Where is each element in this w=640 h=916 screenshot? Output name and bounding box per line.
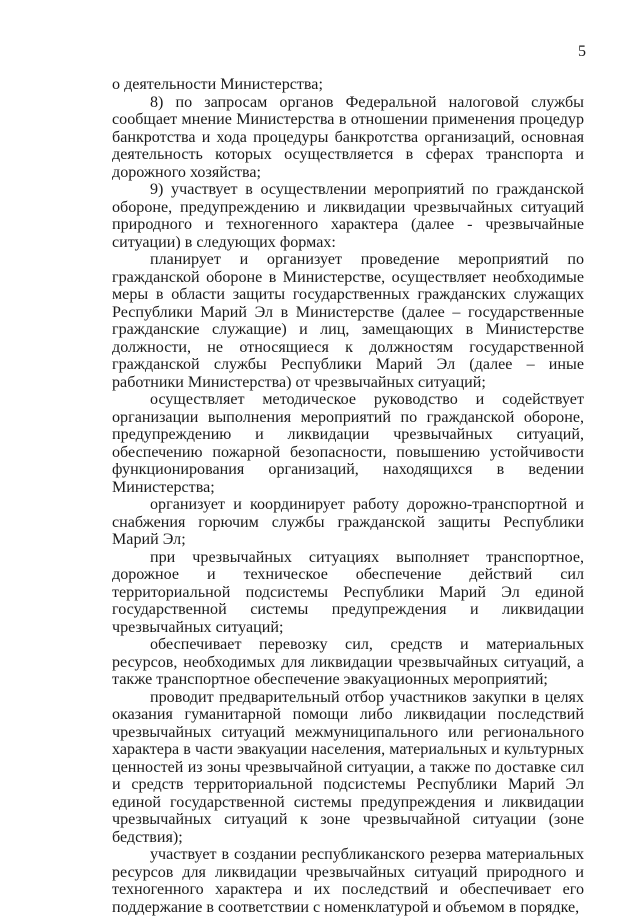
- paragraph-item-8: 8) по запросам органов Федеральной налоговой службы сообщает мнение Министерства в отношении применения процедур банкротства и хода процедуры банкротства организаций, основная деятельность которых осуществляется в сферах транспорта и дорожного хозяйства;: [112, 93, 584, 181]
- paragraph-methodical-guidance: осуществляет методическое руководство и содействует организации выполнения мероприятий по гражданской обороне, предупреждению и ликвидации чрезвычайных ситуаций, обеспечению пожарной безопасности, повышению устойчивости функционирования организаций, находящихся в ведении Министерства;: [112, 391, 584, 496]
- paragraph-reserve-creation: участвует в создании республиканского резерва материальных ресурсов для ликвидации чрезвычайных ситуаций природного и техногенного характера и их последствий и обеспечивает его поддержание в соответствии с номенклатурой и объемом в порядке,: [112, 846, 584, 916]
- paragraph-item-9: 9) участвует в осуществлении мероприятий по гражданской обороне, предупреждению и ликвидации чрезвычайных ситуаций природного и техногенного характера (далее - чрезвычайные ситуации) в следующих формах:: [112, 181, 584, 251]
- document-body: [112, 76, 584, 916]
- paragraph-road-transport-service: организует и координирует работу дорожно-транспортной и снабжения горючим службы гражданской защиты Республики Марий Эл;: [112, 496, 584, 548]
- paragraph-civil-defense-planning: планирует и организует проведение мероприятий по гражданской обороне в Министерстве, осуществляет необходимые меры в области защиты государственных гражданских служащих Республики Марий Эл в Министерстве (далее – государственные гражданские служащие) и лиц, замещающих в Министерстве должности, не относящиеся к должностям государственной гражданской службы Республики Марий Эл (далее – иные работники Министерства) от чрезвычайных ситуаций;: [112, 251, 584, 391]
- paragraph-continuation: о деятельности Министерства;: [112, 76, 323, 93]
- paragraph-emergency-support: при чрезвычайных ситуациях выполняет транспортное, дорожное и техническое обеспечение действий сил территориальной подсистемы Республики Марий Эл единой государственной системы предупреждения и ликвидации чрезвычайных ситуаций;: [112, 548, 584, 636]
- paragraph-preliminary-selection: проводит предварительный отбор участников закупки в целях оказания гуманитарной помощи либо ликвидации последствий чрезвычайных ситуаций межмуниципального или регионального характера в части эвакуации населения, материальных и культурных ценностей из зоны чрезвычайной ситуации, а также по доставке сил и средств территориальной подсистемы Республики Марий Эл единой государственной системы предупреждения и ликвидации чрезвычайных ситуаций к зоне чрезвычайной ситуации (зоне бедствия);: [112, 688, 584, 846]
- page-number: 5: [578, 43, 586, 60]
- paragraph-transportation: обеспечивает перевозку сил, средств и материальных ресурсов, необходимых для ликвидации чрезвычайных ситуаций, а также транспортное обеспечение эвакуационных мероприятий;: [112, 636, 584, 688]
